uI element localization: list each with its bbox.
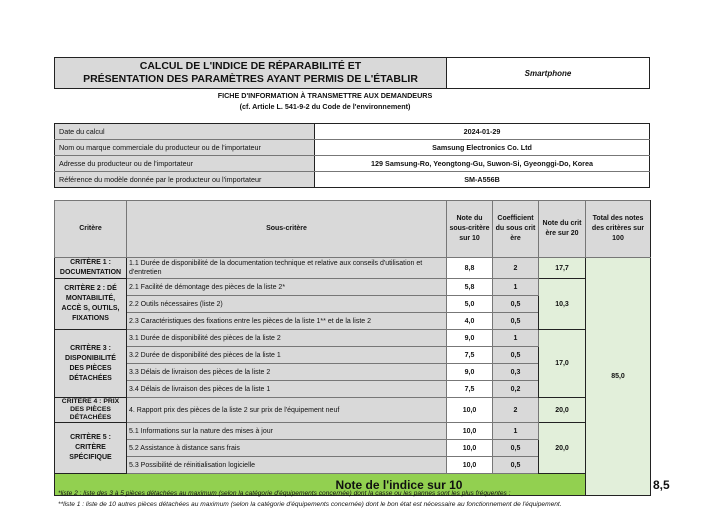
title-line-2: PRÉSENTATION DES PARAMÈTRES AYANT PERMIS DE L'ÉTABLIR xyxy=(83,73,418,85)
sub-criterion-label: 5.1 Informations sur la nature des mises à jour xyxy=(127,423,447,440)
sub-criterion-note: 4,0 xyxy=(447,313,493,330)
sub-criterion-label: 5.2 Assistance à distance sans frais xyxy=(127,440,447,457)
score-table xyxy=(54,200,670,496)
sub-criterion-coef: 1 xyxy=(493,330,539,347)
sub-criterion-coef: 1 xyxy=(493,279,539,296)
sub-criterion-coef: 0,5 xyxy=(493,347,539,364)
header-sous-critere: Sous-critère xyxy=(127,201,447,258)
table-row xyxy=(55,398,651,423)
sub-criterion-note: 8,8 xyxy=(447,258,493,279)
product-category: Smartphone xyxy=(447,58,649,88)
header-total: Total des notes des critères sur 100 xyxy=(586,201,651,258)
sub-criterion-note: 5,0 xyxy=(447,296,493,313)
sub-criterion-coef: 0,5 xyxy=(493,296,539,313)
info-label: Référence du modèle donnée par le producteur ou l'importateur xyxy=(55,172,315,188)
sub-criterion-label: 3.4 Délais de livraison des pièces de la liste 1 xyxy=(127,381,447,398)
table-row xyxy=(55,279,651,296)
sub-criterion-note: 10,0 xyxy=(447,398,493,423)
subtitle-line-2: (cf. Article L. 541-9-2 du Code de l'environnement) xyxy=(239,102,411,111)
table-row xyxy=(55,258,651,279)
footnote-list-2: *liste 2 : liste des 3 à 5 pièces détachées au maximum (selon la catégorie d'équipements concernée) dont la casse ou les pannes sont les plus fréquentes ; xyxy=(58,490,511,497)
sub-criterion-note: 10,0 xyxy=(447,457,493,474)
sub-criterion-label: 2.3 Caractéristiques des fixations entre les pièces de la liste 1** et de la liste 2 xyxy=(127,313,447,330)
sub-criterion-coef: 1 xyxy=(493,423,539,440)
sub-criterion-note: 9,0 xyxy=(447,364,493,381)
sub-criterion-coef: 0,5 xyxy=(493,457,539,474)
final-score-label: Note de l'indice sur 10 xyxy=(55,474,586,496)
final-score-row: Note de l'indice sur 10 8,5 xyxy=(55,474,651,496)
document-title-box xyxy=(54,57,650,89)
criterion-name: CRITÈRE 1 : DOCUMENTATION xyxy=(55,258,127,279)
info-table xyxy=(54,123,650,188)
title-line-1: CALCUL DE L'INDICE DE RÉPARABILITÉ ET xyxy=(139,60,362,72)
sub-criterion-coef: 2 xyxy=(493,258,539,279)
info-value: SM-A556B xyxy=(315,172,650,188)
header-coefficient: Coefficient du sous crit ère xyxy=(493,201,539,258)
info-row-address xyxy=(55,156,650,172)
sub-criterion-coef: 0,5 xyxy=(493,440,539,457)
info-label: Date du calcul xyxy=(55,124,315,140)
criterion-name: CRITÈRE 4 : PRIX DES PIÈCES DÉTACHÉES xyxy=(55,398,127,423)
criterion-name: CRITÈRE 3 : DISPONIBILITÉ DES PIÈCES DÉTACHÉES xyxy=(55,330,127,398)
criterion-score: 17,7 xyxy=(539,258,586,279)
sub-criterion-note: 10,0 xyxy=(447,440,493,457)
sub-criterion-label: 2.2 Outils nécessaires (liste 2) xyxy=(127,296,447,313)
info-value: 2024-01-29 xyxy=(315,124,650,140)
criterion-name: CRITÈRE 5 : CRITÈRE SPÉCIFIQUE xyxy=(55,423,127,474)
info-row-date xyxy=(55,124,650,140)
table-header-row xyxy=(55,201,651,258)
sub-criterion-coef: 0,3 xyxy=(493,364,539,381)
header-note-sous-critere: Note du sous-critère sur 10 xyxy=(447,201,493,258)
total-score: 85,0 xyxy=(586,258,651,496)
sub-criterion-label: 3.2 Durée de disponibilité des pièces de la liste 1 xyxy=(127,347,447,364)
sub-criterion-label: 5.3 Possibilité de réinitialisation logicielle xyxy=(127,457,447,474)
criterion-score: 10,3 xyxy=(539,279,586,330)
sub-criterion-note: 10,0 xyxy=(447,423,493,440)
sub-criterion-note: 5,8 xyxy=(447,279,493,296)
criterion-score: 17,0 xyxy=(539,330,586,398)
criterion-name: CRITÈRE 2 : DÉ MONTABILITÉ, ACCÈ S, OUTILS, FIXATIONS xyxy=(55,279,127,330)
sub-criterion-note: 7,5 xyxy=(447,347,493,364)
info-label: Nom ou marque commerciale du producteur ou de l'importateur xyxy=(55,140,315,156)
header-note-critere: Note du crit ère sur 20 xyxy=(539,201,586,258)
table-row xyxy=(55,330,651,347)
sub-criterion-label: 2.1 Facilité de démontage des pièces de la liste 2* xyxy=(127,279,447,296)
info-row-brand xyxy=(55,140,650,156)
document-title xyxy=(55,58,447,88)
criterion-score: 20,0 xyxy=(539,398,586,423)
sub-criterion-label: 1.1 Durée de disponibilité de la documentation technique et relative aux conseils d'utilisation et d'entretien xyxy=(127,258,447,279)
sub-criterion-coef: 0,5 xyxy=(493,313,539,330)
sub-criterion-note: 9,0 xyxy=(447,330,493,347)
sub-criterion-label: 3.1 Durée de disponibilité des pièces de la liste 2 xyxy=(127,330,447,347)
header-critere: Critère xyxy=(55,201,127,258)
table-row xyxy=(55,423,651,440)
footnote-list-1: **liste 1 : liste de 10 autres pièces détachées au maximum (selon la catégorie d'équipements concernée) dont le bon état est nécessaire au fonctionnement de l'équipement. xyxy=(58,501,562,508)
sub-criterion-coef: 2 xyxy=(493,398,539,423)
sub-criterion-label: 4. Rapport prix des pièces de la liste 2 sur prix de l'équipement neuf xyxy=(127,398,447,423)
criterion-score: 20,0 xyxy=(539,423,586,474)
info-value: Samsung Electronics Co. Ltd xyxy=(315,140,650,156)
info-row-model xyxy=(55,172,650,188)
sub-criterion-coef: 0,2 xyxy=(493,381,539,398)
subtitle-line-1: FICHE D'INFORMATION À TRANSMETTRE AUX DEMANDEURS xyxy=(217,91,433,100)
info-label: Adresse du producteur ou de l'importateur xyxy=(55,156,315,172)
sub-criterion-label: 3.3 Délais de livraison des pièces de la liste 2 xyxy=(127,364,447,381)
info-value: 129 Samsung-Ro, Yeongtong-Gu, Suwon-Si, Gyeonggi-Do, Korea xyxy=(315,156,650,172)
sub-criterion-note: 7,5 xyxy=(447,381,493,398)
